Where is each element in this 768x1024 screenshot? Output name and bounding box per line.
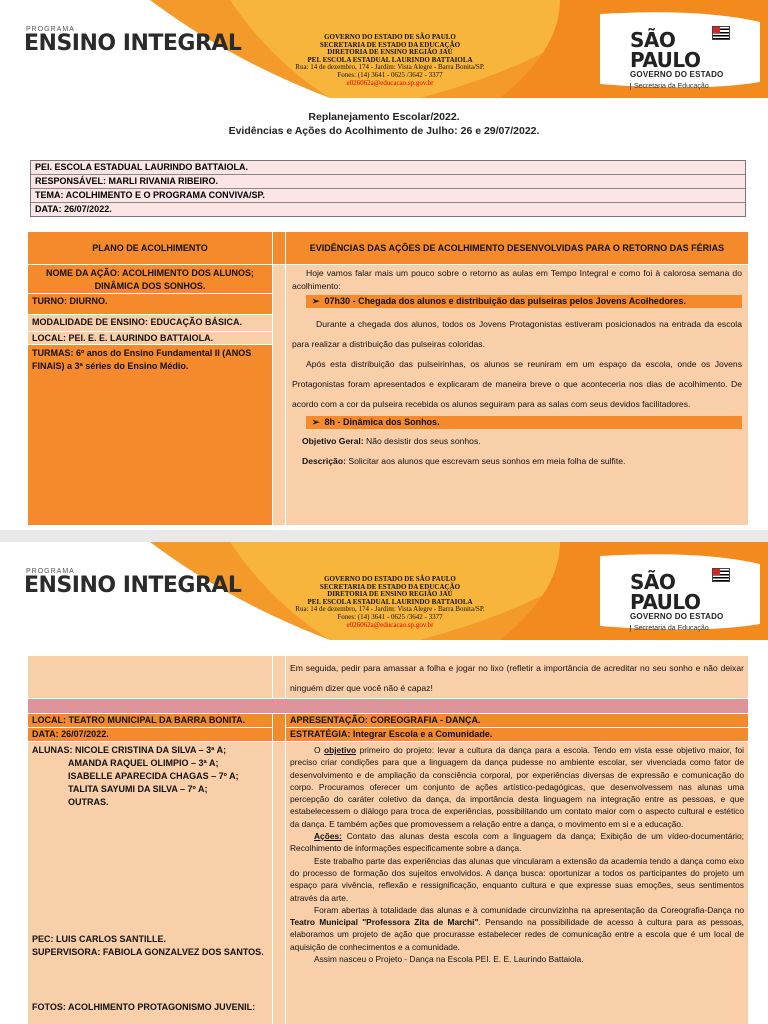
col-divider (273, 656, 285, 698)
bullet-chegada: ➢ 07h30 - Chegada dos alunos e distribuição das pulseiras pelos Jovens Acolhedores. (306, 295, 742, 308)
turno: TURNO: DIURNO. (28, 294, 272, 314)
teatro-paragraph: Foram abertas à totalidade das alunas e à comunidade circunvizinha na apresentação da Coreografia-Dança no Teatro Municipal "Professora Zita de Marchi". Pensando na possibilidade de acesso à cultura para as pessoas, elaboramos um projeto de ação que procurasse estabelecer redes de comunicação entre a escola que é um local de aquisição de conhecimentos e a comunidade. (290, 904, 744, 952)
info-responsavel: RESPONSÁVEL: MARLI RIVANIA RIBEIRO. (31, 175, 745, 189)
intro-paragraph: Hoje vamos falar mais um pouco sobre o retorno as aulas em Tempo Integral e como foi à calorosa semana do acolhimento: (292, 268, 742, 291)
apresentacao: APRESENTAÇÃO: COREOGRAFIA - DANÇA. (286, 714, 748, 727)
col-header-plano: PLANO DE ACOLHIMENTO (28, 232, 272, 264)
info-box (30, 160, 746, 217)
continuation-right: Em seguida, pedir para amassar a folha e jogar no lixo (refletir a importância de acreditar no seu sonho e não deixar ninguém dizer que você não é capaz! (286, 656, 748, 698)
modalidade: MODALIDADE DE ENSINO: EDUCAÇÃO BÁSICA. (28, 315, 272, 331)
government-header: GOVERNO DO ESTADO DE SÃO PAULO SECRETARIA DE ESTADO DA EDUCAÇÃO DIRETORIA DE ENSINO REGIÃO JAÚ PEI. ESCOLA ESTADUAL LAURINDO BATTAIOLA Rua: 14 de dezembro, 174 - Jardim: Vista Alegre - Barra Bonita/SP. Fones: (14) 3641 - 0625 /3642 - 3377 e026062a@educacao.sp.gov.br (260, 34, 520, 87)
paragraph-distribuicao: Após esta distribuição das pulseirinhas, os alunos se reuniram em um espaço da escola, onde os Jovens Protagonistas foram apresentados e explicaram de maneira breve o que aconteceria nos dias de acolhimento. De acordo com a cor da pulseira recebida os alunos seguiram para as salas com seus devidos facilitadores. (292, 359, 742, 409)
page-title: Replanejamento Escolar/2022. Evidências e Ações do Acolhimento de Julho: 26 e 29/07/2022. (228, 111, 540, 137)
col-divider-body (273, 265, 285, 525)
pec: PEC: LUIS CARLOS SANTILLE. (32, 934, 167, 944)
objetivo-geral: Objetivo Geral: Não desistir dos seus sonhos. (302, 436, 481, 446)
continuation-left (28, 656, 272, 698)
fotos: FOTOS: ACOLHIMENTO PROTAGONISMO JUVENIL: (32, 1002, 256, 1012)
bullet-dinamica: ➢ 8h - Dinâmica dos Sonhos. (306, 416, 742, 429)
info-school: PEI. ESCOLA ESTADUAL LAURINDO BATTAIOLA. (31, 161, 745, 175)
acoes-paragraph: Ações: Contato das alunas desta escola com a linguagem da dança; Exibição de um vídeo-documentário; Recolhimento de informações especificamente sobre a dança. (290, 831, 744, 854)
col-divider (273, 232, 285, 264)
paragraph-chegada: Durante a chegada dos alunos, todos os Jovens Protagonistas estiveram posicionados na entrada da escola para realizar a distribuição das pulseiras coloridas. (292, 319, 742, 349)
turmas: TURMAS: 6º anos do Ensino Fundamental II (ANOS FINAIS) a 3ª séries do Ensino Médio. (28, 345, 272, 525)
document-page-2 (0, 542, 768, 1024)
col-divider-body (273, 742, 285, 1024)
info-tema: TEMA: ACOLHIMENTO E O PROGRAMA CONVIVA/SP. (31, 189, 745, 203)
sao-paulo-flag-icon (712, 568, 730, 582)
school-email: e026062a@educacao.sp.gov.br (346, 78, 434, 87)
col-divider (273, 714, 285, 741)
nome-acao: NOME DA AÇÃO: ACOLHIMENTO DOS ALUNOS; DINÂMICA DOS SONHOS. (28, 265, 272, 293)
supervisora: SUPERVISORA: FABIOLA GONZALVEZ DOS SANTOS. (32, 947, 264, 957)
col-header-evidencias: EVIDÊNCIAS DAS AÇÕES DE ACOLHIMENTO DESENVOLVIDAS PARA O RETORNO DAS FÉRIAS (286, 232, 748, 264)
data-apresentacao: DATA: 26/07/2022. (28, 728, 272, 741)
sao-paulo-logo: SÃO PAULO GOVERNO DO ESTADO Secretaria da Educação (630, 572, 750, 632)
evidencias-body (286, 265, 748, 525)
sao-paulo-logo: SÃO PAULO GOVERNO DO ESTADO Secretaria da Educação (630, 30, 750, 90)
school-email: e026062a@educacao.sp.gov.br (346, 620, 434, 629)
local: LOCAL: PEI. E. E. LAURINDO BATTAIOLA. (28, 332, 272, 344)
alunas-list: ALUNAS: NICOLE CRISTINA DA SILVA – 3ª A; AMANDA RAQUEL OLIMPIO – 3ª A; ISABELLE APARECIDA CHAGAS – 7º A; TALITA SAYUMI DA SILVA – 7º A; OUTRAS. PEC: LUIS CARLOS SANTILLE. SUPERVISORA: FABIOLA GONZALVEZ DOS SANTOS. FOTOS: ACOLHIMENTO PROTAGONISMO JUVENIL: (28, 742, 272, 1024)
sao-paulo-flag-icon (712, 26, 730, 40)
government-header: GOVERNO DO ESTADO DE SÃO PAULO SECRETARIA DE ESTADO DA EDUCAÇÃO DIRETORIA DE ENSINO REGIÃO JAÚ PEI. ESCOLA ESTADUAL LAURINDO BATTAIOLA Rua: 14 de dezembro, 174 - Jardim: Vista Alegre - Barra Bonita/SP. Fones: (14) 3641 - 0625 /3642 - 3377 e026062a@educacao.sp.gov.br (260, 576, 520, 629)
estrategia: ESTRATÉGIA: Integrar Escola e a Comunidade. (286, 728, 748, 741)
letterhead (0, 542, 768, 640)
letterhead (0, 0, 768, 98)
info-data: DATA: 26/07/2022. (31, 203, 745, 216)
projeto-body (286, 742, 748, 1024)
conclusao-paragraph: Assim nasceu o Projeto - Dança na Escola PEI. E. E. Laurindo Battaiola. (314, 954, 584, 965)
local-teatro: LOCAL: TEATRO MUNICIPAL DA BARRA BONITA. (28, 714, 272, 727)
separator-row (28, 699, 748, 713)
ensino-integral-logo: PROGRAMA ENSINO INTEGRAL (24, 26, 242, 56)
trabalho-paragraph: Este trabalho parte das experiências das alunas que vincularam a extensão da academia tendo a dança como eixo do processo de formação dos sujeitos envolvidos. A dança busca: oportunizar a todos os participantes do projeto um espaço para vivência, reflexão e ressignificação, enquanto cultura e que expresse suas emoções, seus sentimentos através da arte. (290, 855, 744, 903)
objetivo-paragraph: O objetivo primeiro do projeto: levar a cultura da dança para a escola. Tendo em vista esse objetivo maior, foi preciso criar condições para que a linguagem da dança pudesse no ambiente escolar, ser vivenciada como fator de desenvolvimento e de ampliação da consciência corporal, por experiências diversas de expressão e comunicação do corpo. Procuramos oferecer um conjunto de ações artístico-pedagógicas, que desenvolvessem nas alunas uma percepção do caráter coletivo da dança, da importância desta linguagem na integração entre as pessoas, e que estabelecessem o diálogo para troca de experiências, possibilitando um contato maior com o aspecto cultural e estético da dança. E também ações que promovessem a relação entre a dança, o movimento em si e a educação. (290, 745, 744, 829)
descricao: Descrição: Solicitar aos alunos que escrevam seus sonhos em meia folha de sulfite. (302, 456, 626, 466)
ensino-integral-logo: PROGRAMA ENSINO INTEGRAL (24, 568, 242, 598)
